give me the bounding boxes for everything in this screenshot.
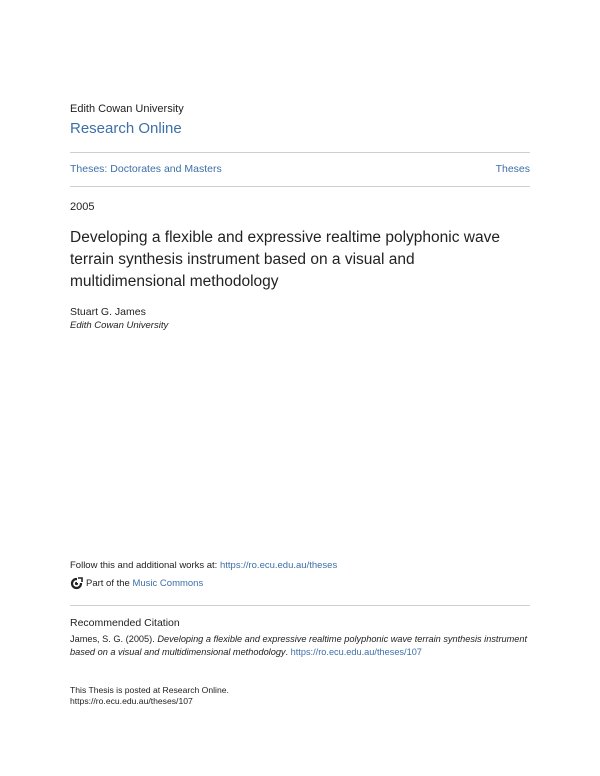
citation-url-link[interactable]: https://ro.ecu.edu.au/theses/107 [290, 647, 422, 657]
citation-title: Developing a flexible and expressive realtime polyphonic wave terrain synthesis instrument based on a visual and multidimensional methodology [70, 634, 528, 657]
citation-heading: Recommended Citation [70, 617, 180, 629]
author-name: Stuart G. James [70, 306, 146, 318]
follow-url-link[interactable]: https://ro.ecu.edu.au/theses [219, 560, 338, 571]
institution-name: Edith Cowan University [70, 103, 184, 115]
repository-link[interactable]: Research Online [70, 120, 182, 137]
posted-line: This Thesis is posted at Research Online. [70, 685, 229, 695]
citation-authors: James, S. G. (2005). [70, 634, 158, 644]
follow-line [70, 560, 337, 571]
posted-url[interactable]: https://ro.ecu.edu.au/theses/107 [70, 696, 193, 706]
citation-text [70, 633, 530, 659]
posted-notice [70, 685, 229, 707]
citation-period: . [285, 647, 291, 657]
breadcrumb-collection-link[interactable]: Theses: Doctorates and Masters [70, 163, 222, 175]
thesis-title: Developing a flexible and expressive realtime polyphonic wave terrain synthesis instrument based on a visual and multidimensional methodology [70, 229, 500, 290]
author-affiliation: Edith Cowan University [70, 320, 169, 331]
breadcrumb-theses-link[interactable]: Theses [495, 163, 530, 175]
follow-label: Follow this and additional works at: [70, 560, 220, 571]
part-of-line [70, 577, 203, 590]
publication-year: 2005 [70, 201, 95, 213]
divider-citation [70, 605, 530, 606]
part-of-label: Part of the [86, 578, 130, 589]
divider-top [70, 152, 530, 153]
music-commons-link[interactable]: Music Commons [132, 578, 204, 589]
divider-breadcrumb [70, 186, 530, 187]
bepress-commons-icon [70, 577, 83, 590]
